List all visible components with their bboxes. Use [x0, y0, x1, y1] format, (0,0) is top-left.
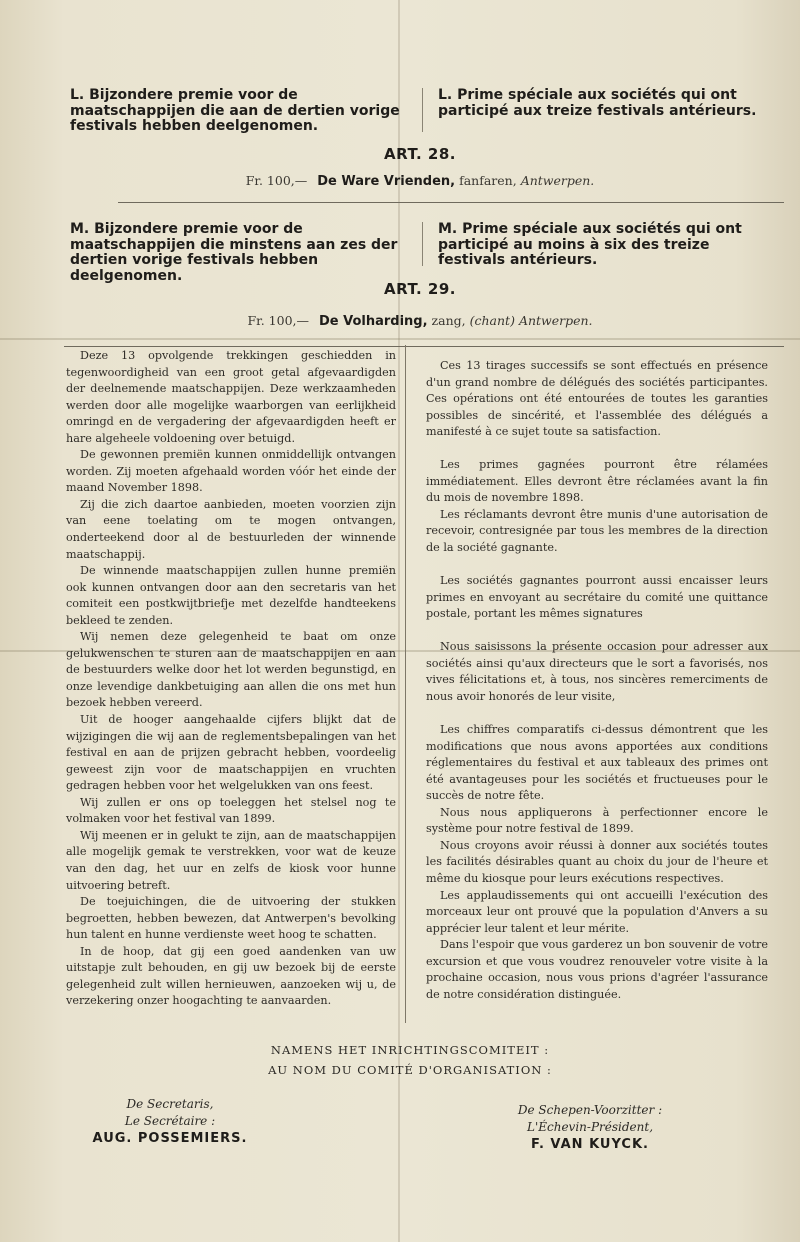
signatory-name: F. VAN KUYCK.	[531, 1137, 649, 1152]
premium-letter: M.	[438, 221, 458, 237]
premium-letter: L.	[438, 87, 453, 103]
paragraph: Les sociétés gagnantes pourront aussi encaisser leurs primes en envoyant au secrétaire du comité une quittance postale, portant les mêmes signatures	[426, 574, 768, 621]
prize-amount: Fr. 100,—	[247, 313, 309, 328]
society-type: fanfaren,	[459, 173, 517, 188]
paragraph: Deze 13 opvolgende trekkingen geschiedden in tegenwoordigheid van een groot getal afgevaardigden der deelnemende maatschappijen. Deze werkzaamheden werden door alle mogelijke waarborgen van eerlijkheid omringd en de vergadering der afgevaardigden heeft er hare algeheele voldoening over betuigd.	[66, 349, 396, 445]
paragraph: De winnende maatschappijen zullen hunne premiën ook kunnen ontvangen door aan den secretaris van het comiteit een postkwijtbriefje met dezelfde handteekens bekleed te zenden.	[66, 564, 396, 627]
paragraph: Wij zullen er ons op toeleggen het stelsel nog te volmaken voor het festival van 1899.	[66, 795, 396, 826]
premium-l-dutch	[70, 88, 415, 135]
premium-l-french	[438, 88, 780, 119]
premium-text: Bijzondere premie voor de maatschappijen die aan de dertien vorige festivals hebben deelgenomen.	[70, 87, 400, 134]
society-name: De Ware Vrienden,	[317, 174, 456, 189]
paragraph: Les réclamants devront être munis d'une autorisation de recevoir, contresignée par tous les membres de la direction de la société gagnante.	[426, 507, 768, 555]
paper-fold-line	[0, 338, 800, 340]
premium-text: Bijzondere premie voor de maatschappijen die minstens aan zes der dertien vorige festivals hebben deelgenomen.	[70, 221, 398, 284]
paragraph: Ces 13 tirages successifs se sont effectués en présence d'un grand nombre de délégués des sociétés participantes. Ces opérations ont été entourées de toutes les garanties possibles de sincérité, et l'assemblée des délégués a manifesté à ce sujet toute sa satisfaction.	[426, 359, 768, 439]
paragraph: Nous croyons avoir réussi à donner aux sociétés toutes les facilités désirables quant au choix du jour de l'heure et même du kiosque pour leurs exécutions respectives.	[426, 838, 768, 885]
paragraph: Wij meenen er in gelukt te zijn, aan de maatschappijen alle mogelijk gemak te verstrekken, voor wat de keuze van den dag, het uur en zelfs de kiosk voor hunne uitvoering betreft.	[66, 828, 396, 892]
paragraph: Nous saisissons la présente occasion pour adresser aux sociétés ainsi qu'aux directeurs que le sort a favorisés, nos vives félicitations et, à tous, nos sincères remerciments de nous avoir honorés de leur visite,	[426, 640, 768, 703]
society-extra: (chant)	[469, 313, 515, 328]
role-french: Le Secrétaire :	[124, 1114, 216, 1128]
paragraph: Wij nemen deze gelegenheid te baat om onze gelukwenschen te sturen aan de maatschappijen en aan de bestuurders welke door het lot werden begunstigd, en onze levendige dankbetuiging aan allen die ons met hun bezoek hebben vereerd.	[66, 630, 396, 710]
premium-letter: M.	[70, 221, 90, 237]
prize-line	[60, 313, 780, 329]
prize-amount: Fr. 100,—	[245, 173, 308, 188]
paragraph: Les primes gagnées pourront être rélamées immédiatement. Elles devront être réclamées avant la fin du mois de novembre 1898.	[426, 458, 768, 505]
paragraph: Zij die zich daartoe aanbieden, moeten voorzien zijn van eene toelating om te mogen ontvangen, onderteekend door al de bestuurleden der winnende maatschappij.	[66, 497, 396, 561]
horizontal-rule	[64, 346, 784, 347]
paragraph: Nous nous appliquerons à perfectionner encore le système pour notre festival de 1899.	[426, 805, 768, 836]
society-city: Antwerpen.	[518, 313, 593, 328]
premium-l-section	[60, 88, 780, 188]
french-text-column	[426, 358, 768, 1003]
society-city: Antwerpen.	[520, 173, 595, 188]
president-signature-block	[480, 1102, 700, 1153]
column-divider	[405, 345, 406, 1023]
paragraph: De toejuichingen, die de uitvoering der stukken begroetten, hebben bewezen, dat Antwerpen's bevolking hun talent en hunne verdienste weet hoog te schatten.	[66, 895, 396, 942]
premium-letter: L.	[70, 87, 85, 103]
society-name: De Volharding,	[318, 314, 428, 329]
society-type: zang,	[431, 313, 466, 328]
paragraph: De gewonnen premiën kunnen onmiddellijk ontvangen worden. Zij moeten afgehaald worden vóór het einde der maand November 1898.	[66, 448, 396, 495]
paragraph: Dans l'espoir que vous garderez un bon souvenir de votre excursion et que vous voudrez renouveler votre visite à la prochaine occasion, nous vous prions d'agréer l'assurance de notre considération distinguée.	[426, 938, 768, 1001]
dutch-text-column	[66, 348, 396, 1010]
column-divider	[422, 88, 423, 132]
premium-m-section	[60, 222, 780, 332]
paragraph: Uit de hooger aangehaalde cijfers blijkt dat de wijzigingen die wij aan de reglementsbepalingen van het festival en aan de prijzen gebracht hebben, voordeelig geweest zijn voor de maatschappijen en vruchten gedragen hebben voor het welgelukken van ons feest.	[66, 713, 396, 793]
article-number: ART. 28.	[384, 145, 456, 163]
committee-heading-french: AU NOM DU COMITÉ D'ORGANISATION :	[268, 1063, 552, 1077]
paragraph: In de hoop, dat gij een goed aandenken van uw uitstapje zult behouden, en gij uw bezoek bij de eerste gelegenheid zult willen hernieuwen, aanzoeken wij u, de verzekering onzer hoogachting te aanvaarden.	[66, 944, 396, 1008]
role-dutch: De Secretaris,	[126, 1097, 214, 1111]
role-french: L'Échevin-Président,	[526, 1120, 654, 1134]
horizontal-rule	[118, 202, 784, 203]
paragraph: Les chiffres comparatifs ci-dessus démontrent que les modifications que nous avons apportées aux conditions réglementaires du festival et aux tableaux des primes ont été avantageuses pour les sociétés et fructueuses pour le succès de notre fête.	[426, 723, 768, 803]
premium-m-dutch	[70, 222, 415, 284]
secretary-signature-block	[80, 1096, 260, 1147]
column-divider	[422, 222, 423, 266]
article-number: ART. 29.	[384, 280, 456, 298]
premium-text: Prime spéciale aux sociétés qui ont participé aux treize festivals antérieurs.	[438, 87, 757, 119]
committee-heading-dutch: NAMENS HET INRICHTINGSCOMITEIT :	[270, 1043, 550, 1057]
signatory-name: AUG. POSSEMIERS.	[92, 1131, 248, 1146]
role-dutch: De Schepen-Voorzitter :	[517, 1103, 663, 1117]
premium-text: Prime spéciale aux sociétés qui ont participé au moins à six des treize festivals antérieurs.	[438, 221, 742, 268]
prize-line	[60, 173, 780, 189]
paragraph: Les applaudissements qui ont accueilli l'exécution des morceaux leur ont prouvé que la population d'Anvers a su apprécier leur talent et leur mérite.	[426, 888, 768, 935]
premium-m-french	[438, 222, 780, 269]
